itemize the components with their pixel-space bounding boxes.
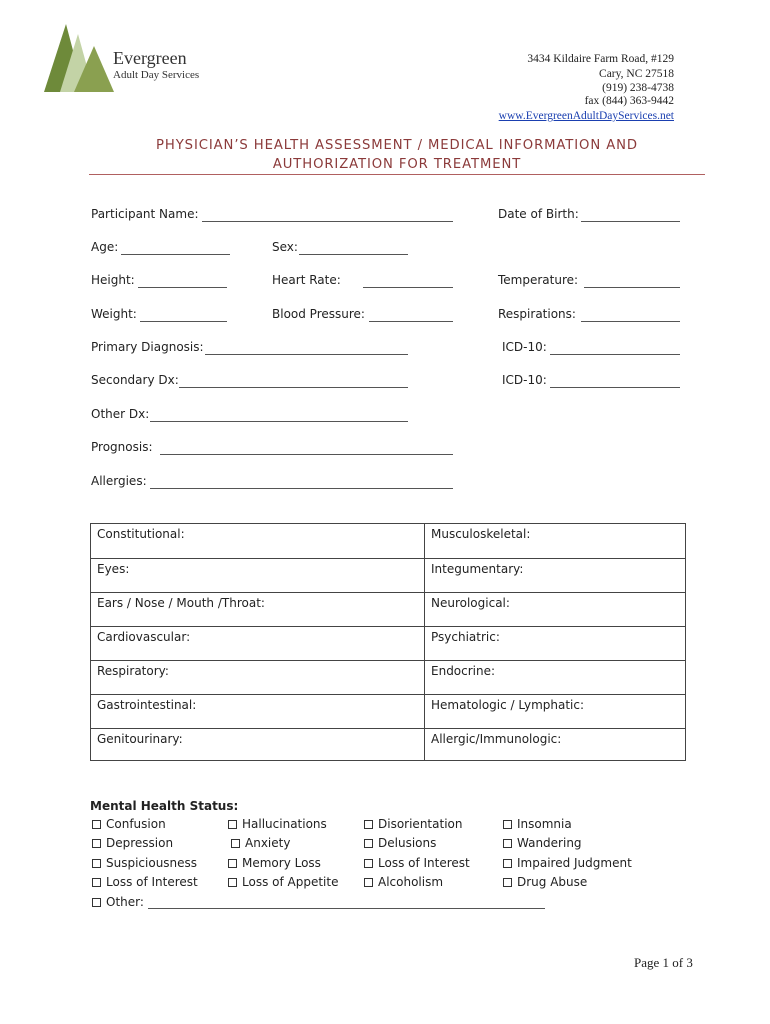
title-line-1: PHYSICIAN’S HEALTH ASSESSMENT / MEDICAL INFORMATION AND [156,138,638,153]
checkbox-anxiety[interactable] [231,836,290,850]
checkbox-icon[interactable] [364,820,373,829]
primary-diagnosis-field[interactable] [205,354,408,355]
system-cell-right[interactable]: Neurological: [431,596,510,610]
phone-line: (919) 238-4738 [602,82,674,94]
checkbox-loss-of-interest-2[interactable] [364,856,470,870]
sex-field[interactable] [299,254,408,255]
respirations-field[interactable] [581,321,680,322]
table-row [91,728,685,762]
participant-name-label: Participant Name: [91,207,199,221]
mental-health-title: Mental Health Status: [90,799,239,813]
checkbox-icon[interactable] [92,820,101,829]
checkbox-label: Depression [106,836,174,850]
system-cell-left[interactable]: Ears / Nose / Mouth /Throat: [97,596,265,610]
system-cell-right[interactable]: Integumentary: [431,562,524,576]
icd10-secondary-label: ICD-10: [502,373,547,387]
website-link[interactable]: www.EvergreenAdultDayServices.net [498,110,674,122]
table-row [91,592,685,626]
systems-review-table [90,523,686,761]
other-dx-label: Other Dx: [91,407,150,421]
system-cell-right[interactable]: Psychiatric: [431,630,500,644]
icd10-primary-field[interactable] [550,354,680,355]
checkbox-label: Disorientation [378,817,463,831]
system-cell-right[interactable]: Endocrine: [431,664,496,678]
sex-label: Sex: [272,240,298,254]
evergreen-logo-icon [44,22,116,92]
height-field[interactable] [138,287,227,288]
table-row [91,626,685,660]
checkbox-drug-abuse[interactable] [503,875,587,889]
weight-field[interactable] [140,321,227,322]
checkbox-icon[interactable] [228,859,237,868]
checkbox-icon[interactable] [364,839,373,848]
checkbox-suspiciousness[interactable] [92,856,197,870]
document-title [90,136,704,174]
checkbox-label: Other: [106,895,144,909]
checkbox-loss-of-appetite[interactable] [228,875,338,889]
checkbox-icon[interactable] [92,839,101,848]
allergies-label: Allergies: [91,474,147,488]
checkbox-icon[interactable] [503,839,512,848]
participant-name-field[interactable] [202,221,453,222]
checkbox-loss-of-interest[interactable] [92,875,198,889]
primary-diagnosis-label: Primary Diagnosis: [91,340,204,354]
respirations-label: Respirations: [498,307,576,321]
temperature-field[interactable] [584,287,680,288]
checkbox-icon[interactable] [503,859,512,868]
height-label: Height: [91,273,135,287]
checkbox-icon[interactable] [364,859,373,868]
checkbox-label: Memory Loss [242,856,321,870]
system-cell-right[interactable]: Hematologic / Lymphatic: [431,698,585,712]
checkbox-insomnia[interactable] [503,817,572,831]
checkbox-label: Loss of Interest [378,856,470,870]
title-line-2: AUTHORIZATION FOR TREATMENT [272,157,522,172]
checkbox-icon[interactable] [92,898,101,907]
checkbox-label: Loss of Appetite [242,875,339,889]
checkbox-label: Confusion [106,817,166,831]
checkbox-delusions[interactable] [364,836,436,850]
system-cell-right[interactable]: Allergic/Immunologic: [431,732,562,746]
table-column-divider [424,524,425,760]
address-line-1: 3434 Kildaire Farm Road, #129 [527,53,674,65]
table-row [91,524,685,558]
fax-line: fax (844) 363-9442 [584,95,674,107]
prognosis-label: Prognosis: [91,440,153,454]
age-field[interactable] [121,254,230,255]
other-field[interactable] [148,908,545,909]
system-cell-left[interactable]: Respiratory: [97,664,169,678]
checkbox-label: Anxiety [245,836,291,850]
checkbox-label: Suspiciousness [106,856,198,870]
checkbox-memory-loss[interactable] [228,856,321,870]
system-cell-left[interactable]: Genitourinary: [97,732,183,746]
temperature-label: Temperature: [498,273,579,287]
checkbox-icon[interactable] [92,859,101,868]
address-line-2: Cary, NC 27518 [599,68,674,80]
title-divider [89,174,705,175]
system-cell-right[interactable]: Musculoskeletal: [431,527,531,541]
brand-subtitle: Adult Day Services [113,69,200,81]
checkbox-label: Hallucinations [242,817,327,831]
checkbox-icon[interactable] [231,839,240,848]
table-row [91,558,685,592]
checkbox-alcoholism[interactable] [364,875,443,889]
brand-name: Evergreen [113,48,187,68]
checkbox-confusion[interactable] [92,817,166,831]
system-cell-left[interactable]: Cardiovascular: [97,630,191,644]
checkbox-label: Impaired Judgment [517,856,632,870]
checkbox-label: Wandering [517,836,582,850]
age-label: Age: [91,240,119,254]
system-cell-left[interactable]: Eyes: [97,562,130,576]
checkbox-icon[interactable] [92,878,101,887]
allergies-field[interactable] [150,488,453,489]
table-row [91,660,685,694]
date-of-birth-field[interactable] [581,221,680,222]
checkbox-label: Drug Abuse [517,875,588,889]
checkbox-disorientation[interactable] [364,817,462,831]
icd10-secondary-field[interactable] [550,387,680,388]
secondary-dx-label: Secondary Dx: [91,373,179,387]
icd10-primary-label: ICD-10: [502,340,547,354]
checkbox-depression[interactable] [92,836,173,850]
system-cell-left[interactable]: Constitutional: [97,527,185,541]
system-cell-left[interactable]: Gastrointestinal: [97,698,197,712]
prognosis-field[interactable] [160,454,453,455]
heart-rate-label: Heart Rate: [272,273,341,287]
checkbox-hallucinations[interactable] [228,817,327,831]
checkbox-wandering[interactable] [503,836,582,850]
checkbox-label: Loss of Interest [106,875,198,889]
checkbox-icon[interactable] [503,820,512,829]
checkbox-label: Insomnia [517,817,572,831]
checkbox-impaired-judgment[interactable] [503,856,632,870]
checkbox-label: Alcoholism [378,875,444,889]
secondary-dx-field[interactable] [179,387,408,388]
date-of-birth-label: Date of Birth: [498,207,579,221]
weight-label: Weight: [91,307,137,321]
heart-rate-field[interactable] [363,287,453,288]
checkbox-icon[interactable] [228,878,237,887]
blood-pressure-field[interactable] [369,321,453,322]
other-dx-field[interactable] [150,421,408,422]
checkbox-other[interactable] [92,895,144,909]
checkbox-label: Delusions [378,836,437,850]
page-number: Page 1 of 3 [634,955,693,970]
checkbox-icon[interactable] [364,878,373,887]
blood-pressure-label: Blood Pressure: [272,307,365,321]
table-row [91,694,685,728]
checkbox-icon[interactable] [228,820,237,829]
checkbox-icon[interactable] [503,878,512,887]
